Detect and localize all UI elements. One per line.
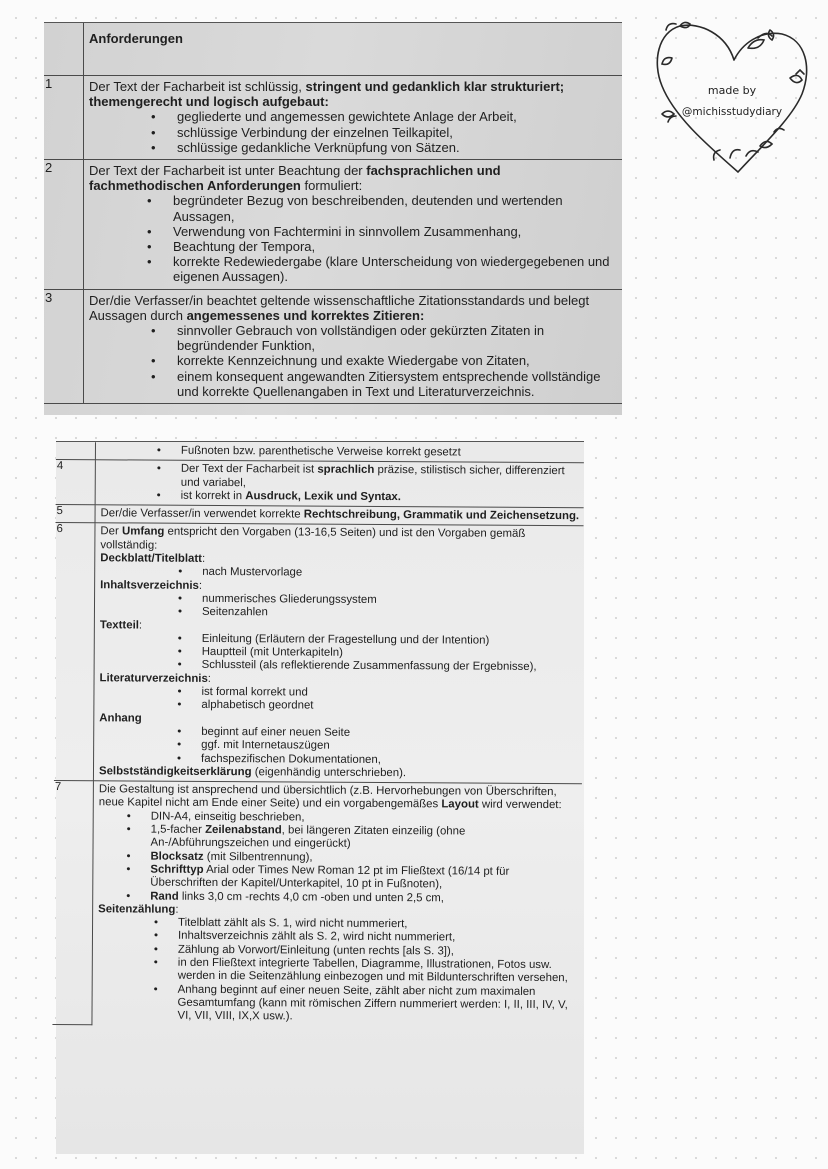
list-item: • Verwendung von Fachtermini in sinnvollem Zusammenhang, bbox=[173, 224, 618, 239]
criteria-table-1 bbox=[44, 23, 622, 404]
list-item: • Anhang beginnt auf einer neuen Seite, zählt aber nicht zum maximalen Gesamtumfang (kann mit römischen Ziffern nummeriert werden: I, II, III, IV, V, VI, VII, VIII, IX,X usw.). bbox=[177, 983, 576, 1025]
row-number: 3 bbox=[44, 289, 84, 403]
criterion-row-1 bbox=[44, 76, 622, 160]
criterion-row-7: 7 Die Gestaltung ist ansprechend und übersichtlich (z.B. Hervorhebungen von Überschriften, neue Kapitel nicht am Ende einer Seite) und ein vorgabengemäßes Layout wird verwendet: • DIN-A4, einseitig beschrieben, • 1,5-facher Zeilenabstand, bei längeren Zitaten einzeilig (ohne An-/Abführungszeichen und eingerückt) • Blocksatz (mit Silbentrennung), • Schrifttyp Arial oder Times New Roman 12 pt im Fließtext (16/14 pt für Überschriften der Kapitel/Unterkapitel, 10 pt in Fußnoten), • Rand links 3,0 cm -rechts 4,0 cm -oben und unten 2,5 cm, Seitenzählung: • Titelblatt zählt als S. 1, wird nicht nummeriert, • Inhaltsverzeichnis zählt als S. 2, wird nicht nummeriert, • Zählung ab Vorwort/Einleitung (unten rechts [als S. 3]), • in den Fließtext integrierte Tabellen, Diagramme, Illustrationen, Fotos usw. werden in die Seitenzählung einbezogen und mit Bildunterschriften versehen, • Anhang beginnt auf einer neuen Seite, zählt aber nicht zum maximalen Gesamtumfang (kann mit römischen Ziffern nummeriert werden: I, II, III, IV, V, VI, VII, VIII, IX,X usw.). bbox=[52, 781, 581, 1028]
list-item: • korrekte Redewiedergabe (klare Unterscheidung von wiedergegebenen und eigenen Aussagen). bbox=[173, 254, 618, 284]
subheading-anhang: Anhang bbox=[99, 711, 142, 725]
subheading-literaturverzeichnis: Literaturverzeichnis: bbox=[99, 672, 212, 685]
criterion-row-4 bbox=[56, 460, 584, 508]
list-item: • ggf. mit Internetauszügen bbox=[201, 739, 578, 755]
list-item: • Der Text der Facharbeit ist sprachlich präzise, stilistisch sicher, differenziert und variabel, bbox=[181, 463, 580, 492]
list-item: • DIN-A4, einseitig beschrieben, bbox=[151, 810, 578, 826]
row-number: 1 bbox=[44, 76, 84, 160]
list-item: • Zählung ab Vorwort/Einleitung (unten rechts [als S. 3]), bbox=[178, 943, 577, 959]
criterion-row-2 bbox=[44, 160, 622, 290]
list-item: • Hauptteil (mit Unterkapiteln) bbox=[202, 646, 579, 662]
subheading-inhaltsverzeichnis: Inhaltsverzeichnis: bbox=[100, 578, 203, 592]
criterion-intro: Der Text der Facharbeit ist unter Beachtung der fachsprachlichen und fachmethodischen Anforderungen formuliert: bbox=[89, 163, 501, 194]
badge-handle: @michisstudydiary bbox=[681, 106, 783, 118]
heart-outline-icon bbox=[650, 18, 814, 178]
criterion-row-6: 6 Der Umfang entspricht den Vorgaben (13-16,5 Seiten) und ist den Vorgaben gemäß vollständig: Deckblatt/Titelblatt: • nach Mustervorlage Inhaltsverzeichnis: • nummerisches Gliederungssystem • Seitenzahlen Textteil: • Einleitung (Erläutern der Fragestellung und der Intention) • Hauptteil (mit Unterkapiteln) • Schlussteil (als reflektierende Zusammenfassung der Ergebnisse), Literaturverzeichnis: • ist formal korrekt und • alphabetisch geordnet Anhang • beginnt auf einer neuen Seite • ggf. mit Internetauszügen • fachspezifischen Dokumentationen, Selbstständigkeitserklärung (eigenhändig unterschrieben). bbox=[54, 523, 584, 784]
row-number: 6 bbox=[54, 523, 95, 781]
list-item: • gegliederte und angemessen gewichtete Anlage der Arbeit, bbox=[177, 109, 618, 124]
criterion-bullets bbox=[89, 193, 618, 284]
list-item: • Blocksatz (mit Silbentrennung), bbox=[150, 850, 577, 866]
header-anforderungen: Anforderungen bbox=[89, 31, 183, 46]
table-header-row bbox=[44, 23, 622, 76]
list-item: • in den Fließtext integrierte Tabellen, Diagramme, Illustrationen, Fotos usw. werden in die Seitenzählung einbezogen und mit Bildunterschriften versehen, bbox=[178, 957, 577, 986]
row-number: 2 bbox=[44, 160, 84, 290]
list-item: • Schrifttyp Arial oder Times New Roman 12 pt im Fließtext (16/14 pt für Überschriften der Kapitel/Unterkapitel, 10 pt in Fußnoten), bbox=[150, 863, 577, 892]
subheading-deckblatt: Deckblatt/Titelblatt: bbox=[100, 552, 206, 565]
list-item: • Schlussteil (als reflektierende Zusammenfassung der Ergebnisse), bbox=[202, 659, 579, 675]
subheading-textteil: Textteil: bbox=[99, 618, 143, 632]
list-item: • nach Mustervorlage bbox=[202, 566, 579, 582]
document-photo-1 bbox=[44, 22, 622, 415]
list-item: • sinnvoller Gebrauch von vollständigen oder gekürzten Zitaten in begründender Funktion, bbox=[177, 323, 618, 353]
list-item: • einem konsequent angewandten Zitiersystem entsprechende vollständige und korrekte Quellenangaben in Text und Literaturverzeichnis. bbox=[177, 369, 618, 399]
list-item: • korrekte Kennzeichnung und exakte Wiedergabe von Zitaten, bbox=[177, 353, 618, 368]
list-item: • schlüssige Verbindung der einzelnen Teilkapitel, bbox=[177, 125, 618, 140]
list-item: • Inhaltsverzeichnis zählt als S. 2, wird nicht nummeriert, bbox=[178, 930, 577, 946]
list-item: • Beachtung der Tempora, bbox=[173, 239, 618, 254]
subheading-seitenzaehlung: Seitenzählung: bbox=[98, 903, 179, 916]
list-item: • nummerisches Gliederungssystem bbox=[202, 593, 579, 609]
list-item: • 1,5-facher Zeilenabstand, bei längeren Zitaten einzeilig (ohne An-/Abführungszeichen und eingerückt) bbox=[151, 824, 578, 853]
criterion-row-3 bbox=[44, 289, 622, 403]
list-item: • schlüssige gedankliche Verknüpfung von Sätzen. bbox=[177, 140, 618, 155]
list-item: • Seitenzahlen bbox=[202, 606, 579, 622]
list-item: • Rand links 3,0 cm -rechts 4,0 cm -oben und unten 2,5 cm, bbox=[150, 890, 577, 906]
list-item: • beginnt auf einer neuen Seite bbox=[201, 726, 578, 742]
list-item: • ist formal korrekt und bbox=[201, 686, 578, 702]
list-item: • ist korrekt in Ausdruck, Lexik und Syntax. bbox=[181, 490, 580, 506]
criteria-table-2 bbox=[52, 442, 584, 1028]
criterion-intro: Der/die Verfasser/in beachtet geltende wissenschaftliche Zitationsstandards und belegt Aussagen durch angemessenes und korrektes Zitieren: bbox=[89, 292, 590, 323]
row-number: 5 bbox=[56, 505, 96, 524]
criterion-bullets bbox=[89, 109, 618, 155]
list-item: • begründeter Bezug von beschreibenden, deutenden und wertenden Aussagen, bbox=[173, 193, 618, 223]
subheading-selbststaendigkeitserklaerung: Selbstständigkeitserklärung (eigenhändig unterschrieben). bbox=[98, 765, 407, 779]
criterion-intro: Der Text der Facharbeit ist schlüssig, stringent und gedanklich klar strukturiert; themengerecht und logisch aufgebaut: bbox=[89, 79, 565, 110]
row-number: 7 bbox=[52, 781, 93, 1025]
criterion-row-5: 5 Der/die Verfasser/in verwendet korrekte Rechtschreibung, Grammatik und Zeichensetzung. bbox=[56, 505, 584, 527]
badge-made-by: made by bbox=[707, 84, 757, 97]
list-item: • Fußnoten bzw. parenthetische Verweise korrekt gesetzt bbox=[181, 445, 580, 461]
criterion-bullets bbox=[89, 323, 618, 399]
heart-badge bbox=[650, 18, 814, 178]
document-photo-2 bbox=[56, 441, 584, 1154]
list-item: • Einleitung (Erläutern der Fragestellung und der Intention) bbox=[202, 633, 579, 649]
list-item: • alphabetisch geordnet bbox=[201, 699, 578, 715]
list-item: • fachspezifischen Dokumentationen, bbox=[201, 752, 578, 768]
row-number: 4 bbox=[56, 460, 96, 505]
list-item: • Titelblatt zählt als S. 1, wird nicht nummeriert, bbox=[178, 917, 577, 933]
